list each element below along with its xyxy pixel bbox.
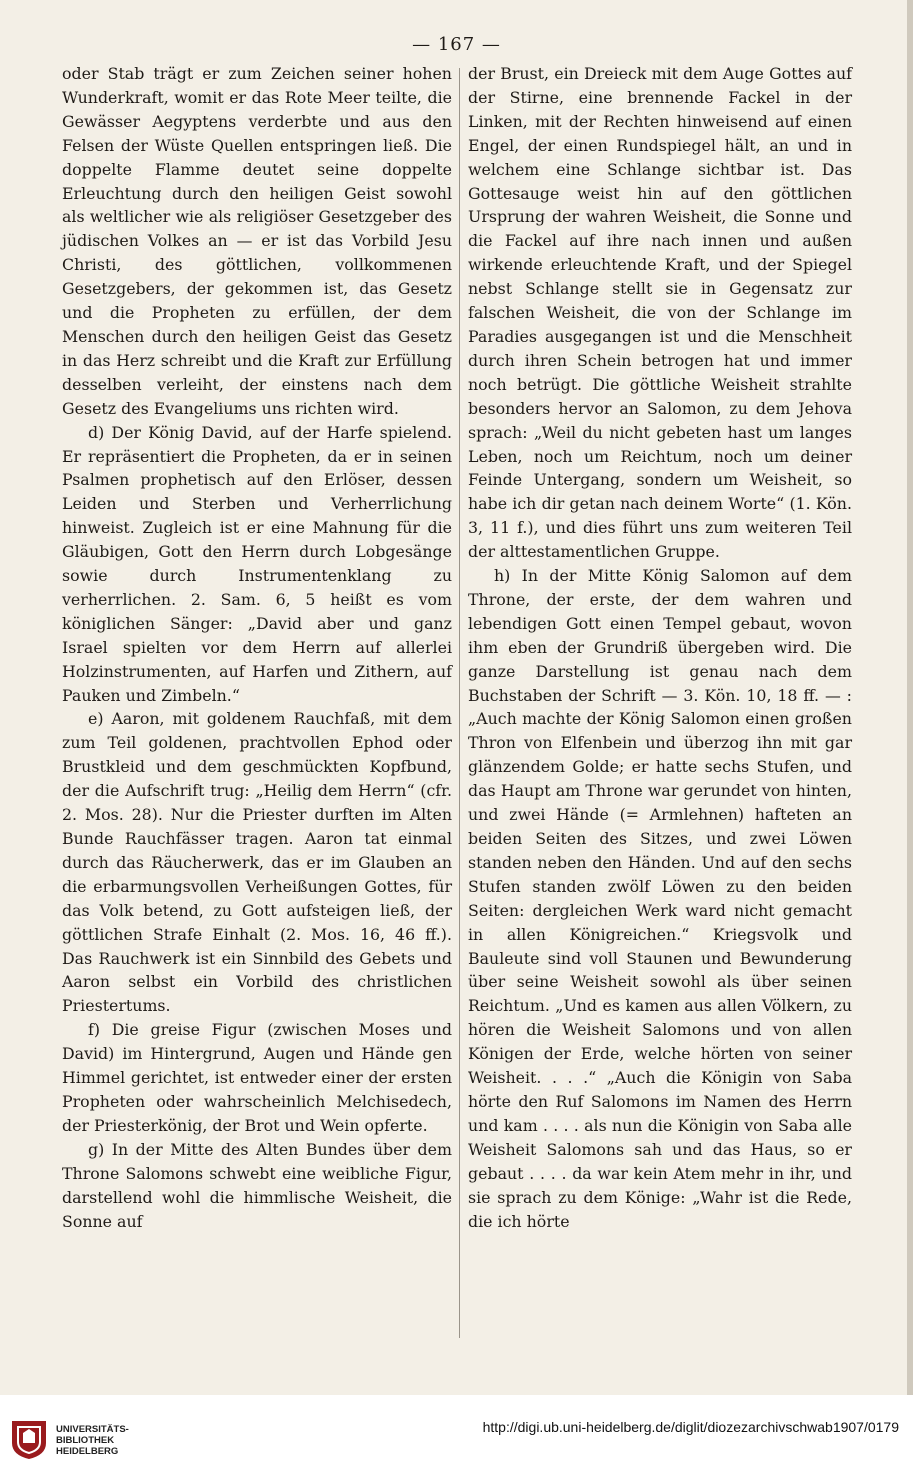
- library-name: [56, 1424, 129, 1457]
- paragraph-e-aaron: e) Aaron, mit goldenem Rauchfaß, mit dem zum Teil goldenen, prachtvollen Ephod oder Brustkleid und dem geschmückten Kopfbund, der die Aufschrift trug: „Heilig dem Herrn“ (cfr. 2. Mos. 28). Nur die Priester durften im Alten Bunde Rauchfässer tragen. Aaron tat einmal durch das Räucherwerk, das er im Glauben an die erbarmungsvollen Verheißungen Gottes, für das Volk betend, zu Gott aufsteigen ließ, der göttlichen Strafe Einhalt (2. Mos. 16, 46 ff.). Das Rauchwerk ist ein Sinnbild des Gebets und Aaron selbst ein Vorbild des christlichen Priestertums.: [62, 709, 452, 1016]
- right-column: [468, 62, 852, 1233]
- library-name-line1: UNIVERSITÄTS-: [56, 1424, 129, 1435]
- library-name-line2: BIBLIOTHEK: [56, 1435, 115, 1446]
- paragraph-h-salomon: h) In der Mitte König Salomon auf dem Throne, der erste, der dem wahren und lebendigen Gott einen Tempel gebaut, wovon ihm eben der Grundriß übergeben wird. Die ganze Darstellung ist genau nach dem Buchstaben der Schrift — 3. Kön. 10, 18 ff. — : „Auch machte der König Salomon einen großen Thron von Elfenbein und überzog ihn mit gar glänzendem Golde; er hatte sechs Stufen, und das Haupt am Throne war gerundet von hinten, und zwei Hände (= Armlehnen) hafteten an beiden Seiten des Sitzes, und zwei Löwen standen neben den Händen. Und auf den sechs Stufen standen zwölf Löwen zu den beiden Seiten: dergleichen Werk ward nicht gemacht in allen Königreichen.“ Kriegsvolk und Bauleute sind voll Staunen und Bewunderung über seine Weisheit sowohl als über seinen Reichtum. „Und es kamen aus allen Völkern, zu hören die Weisheit Salomons und von allen Königen der Erde, welche hörten von seiner Weisheit. . . .“ „Auch die Königin von Saba hörte den Ruf Salomons im Namen des Herrn und kam . . . . als nun die Königin von Saba alle Weisheit Salomons sah und das Haus, so er gebaut . . . . da war kein Atem mehr in ihr, und sie sprach zu dem Könige: „Wahr ist die Rede, die ich hörte: [468, 566, 852, 1231]
- library-name-line3: HEIDELBERG: [56, 1446, 119, 1457]
- paragraph-d-david: d) Der König David, auf der Harfe spielend. Er repräsentiert die Propheten, da er in seinen Psalmen prophetisch auf den Erlöser, dessen Leiden und Sterben und Verherrlichung hinweist. Zugleich ist er eine Mahnung für die Gläubigen, Gott den Herrn durch Lobgesänge sowie durch Instrumentenklang zu verherrlichen. 2. Sam. 6, 5 heißt es vom königlichen Sänger: „David aber und ganz Israel spielten vor dem Herrn auf allerlei Holzinstrumenten, auf Harfen und Zithern, auf Pauken und Zimbeln.“: [62, 422, 452, 705]
- paragraph-f-melchisedech: f) Die greise Figur (zwischen Moses und David) im Hintergrund, Augen und Hände gen Himmel gerichtet, ist entweder einer der ersten Propheten oder wahrscheinlich Melchisedech, der Priesterkönig, der Brot und Wein opferte.: [62, 1020, 452, 1135]
- scan-edge: [907, 0, 913, 1475]
- left-column: [62, 62, 452, 1233]
- footer-bar: [0, 1395, 913, 1475]
- page-number: — 167 —: [412, 34, 501, 55]
- paragraph-continuation: oder Stab trägt er zum Zeichen seiner hohen Wunderkraft, womit er das Rote Meer teilte, die Gewässer Aegyptens verderbte und aus den Felsen der Wüste Quellen entspringen ließ. Die doppelte Flamme deutet seine doppelte Erleuchtung durch den heiligen Geist sowohl als weltlicher wie als religiöser Gesetzgeber des jüdischen Volkes an — er ist das Vorbild Jesu Christi, des göttlichen, vollkommenen Gesetzgebers, der gekommen ist, das Gesetz und die Propheten zu erfüllen, der dem Menschen durch den heiligen Geist das Gesetz in das Herz schreibt und die Kraft zur Erfüllung desselben verleiht, der einstens nach dem Gesetz des Evangeliums uns richten wird.: [62, 64, 452, 418]
- paragraph-g-weisheit: g) In der Mitte des Alten Bundes über dem Throne Salomons schwebt eine weibliche Figur, darstellend wohl die himmlische Weisheit, die Sonne auf: [62, 1139, 452, 1231]
- source-url-link[interactable]: http://digi.ub.uni-heidelberg.de/diglit/diozezarchivschwab1907/0179: [482, 1419, 899, 1435]
- column-divider: [459, 68, 460, 1338]
- paragraph-g-continuation: der Brust, ein Dreieck mit dem Auge Gottes auf der Stirne, eine brennende Fackel in der Linken, mit der Rechten hinweisend auf einen Engel, der einen Rundspiegel hält, an und in welchem eine Schlange sichtbar ist. Das Gottesauge weist hin auf den göttlichen Ursprung der wahren Weisheit, die Sonne und die Fackel auf ihre nach innen und außen wirkende erleuchtende Kraft, und der Spiegel nebst Schlange stellt sie in Gegensatz zur falschen Weisheit, die von der Schlange im Paradies ausgegangen ist und die Menschheit durch ihren Schein betrogen hat und immer noch betrügt. Die göttliche Weisheit strahlte besonders hervor an Salomon, zu dem Jehova sprach: „Weil du nicht gebeten hast um langes Leben, noch um Reichtum, noch um deiner Feinde Untergang, sondern um Weisheit, so habe ich dir getan nach deinem Worte“ (1. Kön. 3, 11 f.), und dies führt uns zum weiteren Teil der alttestamentlichen Gruppe.: [468, 64, 852, 562]
- university-seal-icon: [8, 1417, 50, 1461]
